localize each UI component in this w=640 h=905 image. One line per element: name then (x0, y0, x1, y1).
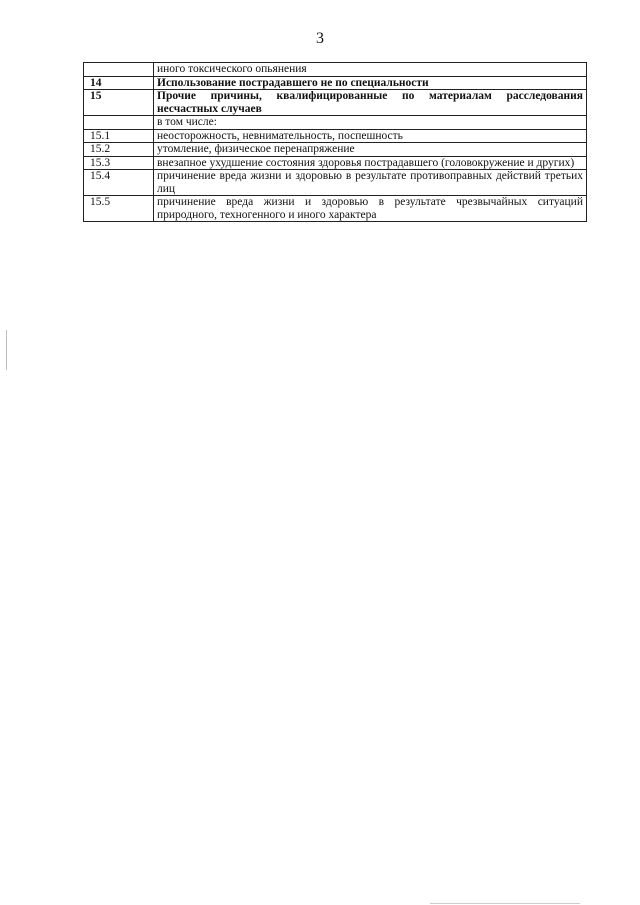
row-text: Использование пострадавшего не по специальности (154, 76, 587, 90)
row-text: неосторожность, невнимательность, поспешность (154, 129, 587, 143)
table-row (84, 143, 587, 157)
row-text: внезапное ухудшение состояния здоровья пострадавшего (головокружение и других) (154, 156, 587, 170)
table-row (84, 63, 587, 77)
causes-table (83, 62, 587, 222)
row-number: 15.3 (84, 156, 154, 170)
row-text: Прочие причины, квалифицированные по материалам расследования несчастных случаев (154, 90, 587, 116)
row-number: 15 (84, 90, 154, 116)
table-row (84, 196, 587, 222)
page-number: 3 (316, 30, 324, 47)
row-number: 14 (84, 76, 154, 90)
row-number: 15.5 (84, 196, 154, 222)
scan-edge-line (430, 903, 580, 904)
table-row (84, 170, 587, 196)
row-number (84, 116, 154, 130)
table-row (84, 76, 587, 90)
table-row (84, 116, 587, 130)
row-number: 15.1 (84, 129, 154, 143)
row-number: 15.4 (84, 170, 154, 196)
row-text: причинение вреда жизни и здоровью в результате чрезвычайных ситуаций природного, техногенного и иного характера (154, 196, 587, 222)
row-text: утомление, физическое перенапряжение (154, 143, 587, 157)
row-text: причинение вреда жизни и здоровью в результате противоправных действий третьих лиц (154, 170, 587, 196)
table-row (84, 129, 587, 143)
row-text: в том числе: (154, 116, 587, 130)
row-number: 15.2 (84, 143, 154, 157)
scan-mark (6, 330, 7, 370)
table-row (84, 90, 587, 116)
table-row (84, 156, 587, 170)
row-text: иного токсического опьянения (154, 63, 587, 77)
row-number (84, 63, 154, 77)
